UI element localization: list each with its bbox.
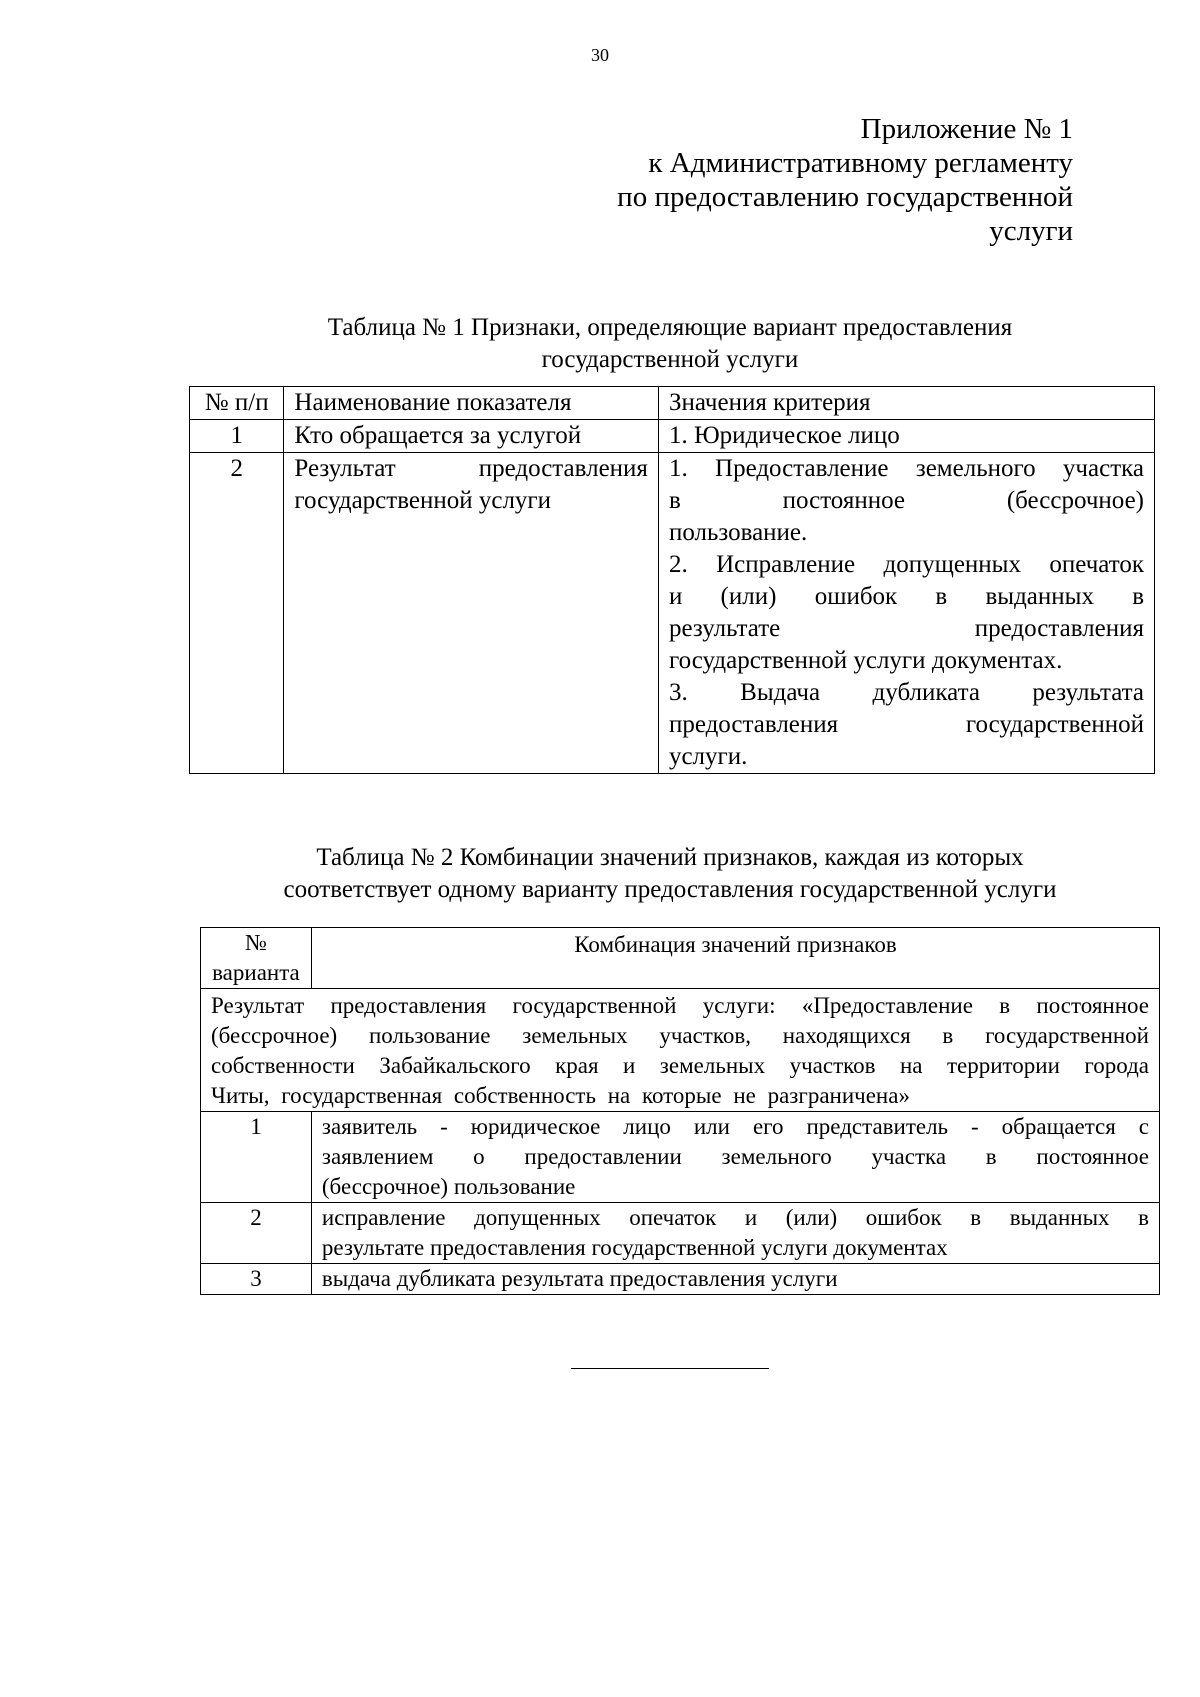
table-row — [190, 453, 1155, 774]
cell-line: Читы, государственная собственность на которые не разграничена» — [211, 1083, 910, 1108]
group-cell — [201, 989, 1160, 1112]
row-indicator — [284, 453, 659, 774]
appendix-header — [473, 112, 1073, 248]
appendix-line: услуги — [989, 215, 1073, 247]
cell-line: предоставления государственной — [668, 711, 1144, 738]
cell-line: результате предоставления — [668, 615, 1144, 642]
cell-line: исправление допущенных опечаток и (или) ошибок в выданных в — [321, 1205, 1149, 1230]
table-header-row — [190, 387, 1155, 420]
table-row — [201, 1112, 1160, 1203]
row-combination — [311, 1112, 1159, 1203]
cell-line: в постоянное (бессрочное) — [668, 487, 1144, 514]
row-combination — [311, 1203, 1159, 1264]
cell-line: и (или) ошибок в выданных в — [668, 583, 1144, 610]
cell-line: результате предоставления государственной услуги документах — [321, 1235, 948, 1260]
page-number: 30 — [591, 45, 609, 65]
header-cell-criterion: Значения критерия — [658, 387, 1154, 420]
row-criterion — [658, 420, 1154, 453]
appendix-line: Приложение № 1 — [860, 113, 1073, 145]
cell-line: 1. Юридическое лицо — [668, 422, 900, 449]
table1-caption — [190, 312, 1150, 376]
header-cell-indicator: Наименование показателя — [284, 387, 659, 420]
table-row — [201, 1203, 1160, 1264]
row-number: 2 — [201, 1203, 312, 1264]
cell-line: (бессрочное) пользование — [321, 1174, 576, 1199]
row-number: 1 — [201, 1112, 312, 1203]
cell-line: государственной услуги — [294, 487, 552, 514]
row-number: 2 — [190, 453, 284, 774]
row-combination — [311, 1264, 1159, 1295]
table2 — [200, 927, 1160, 1295]
cell-line: заявитель - юридическое лицо или его представитель - обращается с — [321, 1114, 1149, 1139]
table2-caption — [190, 842, 1150, 906]
appendix-line: по предоставлению государственной — [617, 181, 1073, 213]
cell-line: собственности Забайкальского края и земельных участков на территории города — [211, 1053, 1149, 1078]
caption-line: Таблица № 2 Комбинации значений признаков, каждая из которых — [316, 844, 1024, 871]
caption-line: соответствует одному варианту предоставления государственной услуги — [283, 876, 1057, 903]
cell-line: (бессрочное) пользование земельных участков, находящихся в государственной — [211, 1023, 1149, 1048]
cell-line: Кто обращается за услугой — [294, 422, 582, 449]
caption-line: Таблица № 1 Признаки, определяющие вариант предоставления — [327, 314, 1013, 341]
table-row — [201, 1264, 1160, 1295]
cell-line: государственной услуги документах. — [668, 647, 1063, 674]
cell-line: Результат предоставления государственной услуги: «Предоставление в постоянное — [211, 993, 1149, 1018]
row-number: 1 — [190, 420, 284, 453]
row-number: 3 — [201, 1264, 312, 1295]
header-line: варианта — [212, 960, 300, 985]
cell-line: 2. Исправление допущенных опечаток — [668, 551, 1144, 578]
cell-line: заявлением о предоставлении земельного участка в постоянное — [321, 1144, 1149, 1169]
group-row — [201, 989, 1160, 1112]
header-cell-combination: Комбинация значений признаков — [311, 928, 1159, 989]
cell-line: услуги. — [668, 743, 748, 770]
cell-line: выдача дубликата результата предоставления услуги — [321, 1266, 838, 1291]
cell-line: Результат предоставления — [294, 455, 648, 482]
header-cell-variant — [201, 928, 312, 989]
header-cell-number: № п/п — [190, 387, 284, 420]
table-row — [190, 420, 1155, 453]
header-line: № — [244, 930, 267, 955]
cell-line: 1. Предоставление земельного участка — [668, 455, 1144, 482]
caption-line: государственной услуги — [541, 346, 799, 373]
row-indicator — [284, 420, 659, 453]
appendix-line: к Административному регламенту — [648, 147, 1073, 179]
cell-line: пользование. — [668, 519, 808, 546]
closing-divider — [571, 1368, 769, 1369]
table-header-row — [201, 928, 1160, 989]
row-criterion — [658, 453, 1154, 774]
cell-line: 3. Выдача дубликата результата — [668, 679, 1144, 706]
table1 — [189, 386, 1155, 774]
